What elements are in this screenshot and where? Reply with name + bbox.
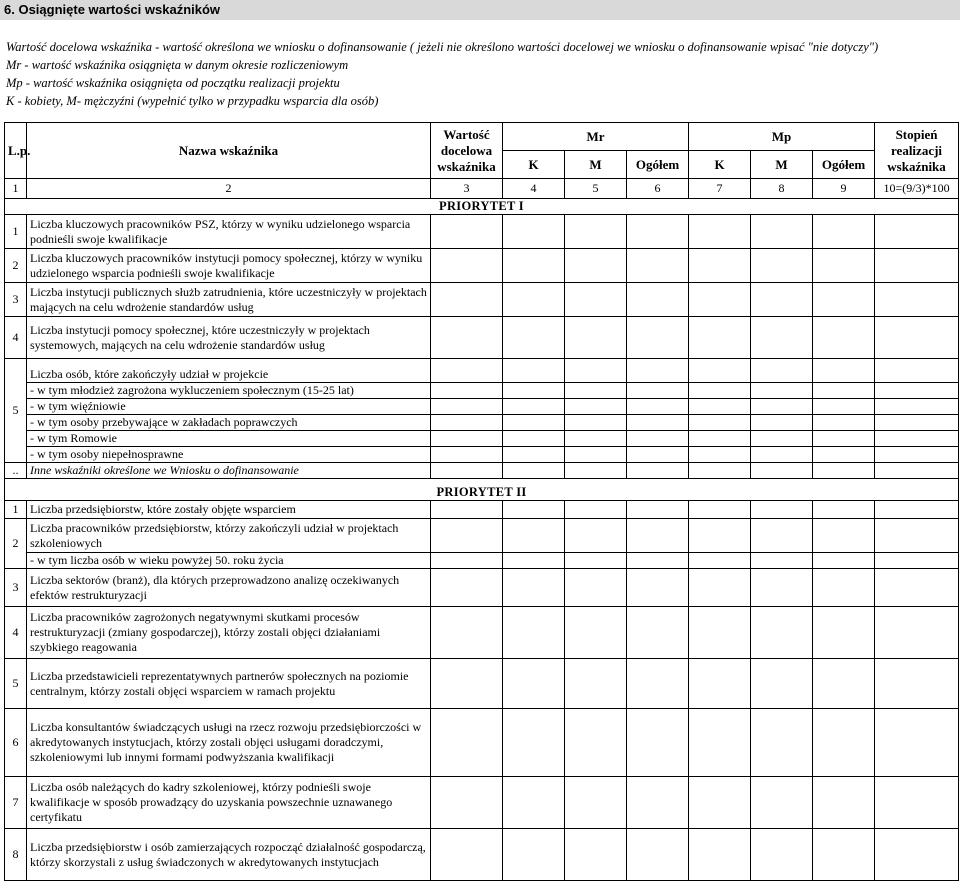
value-cell[interactable] <box>875 777 959 829</box>
col-number: 5 <box>565 179 627 199</box>
value-cell[interactable] <box>431 215 503 249</box>
value-cell[interactable] <box>875 415 959 431</box>
value-cell[interactable] <box>431 415 503 431</box>
value-cell[interactable] <box>565 463 627 479</box>
value-cell[interactable] <box>689 249 751 283</box>
value-cell[interactable] <box>503 359 565 383</box>
value-cell[interactable] <box>751 553 813 569</box>
value-cell[interactable] <box>751 283 813 317</box>
row-lp: 3 <box>5 283 27 317</box>
table-row <box>5 249 959 283</box>
indicator-name: Liczba konsultantów świadczących usługi na rzecz rozwoju przedsiębiorczości w akredytowanych instytucjach, którzy zostali objęci usługami doradczymi, szkoleniowymi lub innymi formami podwyższania kwalifikacji <box>27 709 431 777</box>
value-cell[interactable] <box>813 659 875 709</box>
value-cell[interactable] <box>627 383 689 399</box>
table-row <box>5 659 959 709</box>
table-row <box>5 383 959 399</box>
value-cell[interactable] <box>565 553 627 569</box>
value-cell[interactable] <box>503 383 565 399</box>
table-row <box>5 519 959 553</box>
value-cell[interactable] <box>689 659 751 709</box>
section-title: 6. Osiągnięte wartości wskaźników <box>0 0 960 20</box>
value-cell[interactable] <box>813 607 875 659</box>
header-name: Nazwa wskaźnika <box>27 123 431 179</box>
header-lp: L.p. <box>5 123 27 179</box>
value-cell[interactable] <box>565 447 627 463</box>
value-cell[interactable] <box>431 447 503 463</box>
row-lp: 4 <box>5 607 27 659</box>
indicator-name: Liczba kluczowych pracowników instytucji pomocy społecznej, którzy w wyniku udzielonego wsparcia podnieśli swoje kwalifikacje <box>27 249 431 283</box>
table-row <box>5 553 959 569</box>
indicator-name: Liczba przedsiębiorstw i osób zamierzających rozpocząć działalność gospodarczą, którzy skorzystali z usług świadczonych w akredytowanych instytucjach <box>27 829 431 881</box>
indicator-subitem: - w tym osoby przebywające w zakładach poprawczych <box>27 415 431 431</box>
value-cell[interactable] <box>627 777 689 829</box>
header-mp-total: Ogółem <box>813 151 875 179</box>
value-cell[interactable] <box>751 659 813 709</box>
col-number: 10=(9/3)*100 <box>875 179 959 199</box>
legend-line: Mr - wartość wskaźnika osiągnięta w danym okresie rozliczeniowym <box>6 58 349 72</box>
indicator-name: Liczba pracowników zagrożonych negatywnymi skutkami procesów restrukturyzacji (zmiany gospodarczej), którzy zostali objęci działaniami szybkiego reagowania <box>27 607 431 659</box>
indicator-name: Liczba przedsiębiorstw, które zostały objęte wsparciem <box>27 501 431 519</box>
value-cell[interactable] <box>875 383 959 399</box>
col-number: 8 <box>751 179 813 199</box>
legend-line: K - kobiety, M- mężczyźni (wypełnić tylko w przypadku wsparcia dla osób) <box>6 94 379 108</box>
header-mr-k: K <box>503 151 565 179</box>
row-lp: 6 <box>5 709 27 777</box>
value-cell[interactable] <box>751 431 813 447</box>
value-cell[interactable] <box>875 829 959 881</box>
value-cell[interactable] <box>431 249 503 283</box>
legend-line: Mp - wartość wskaźnika osiągnięta od początku realizacji projektu <box>6 76 340 90</box>
table-row <box>5 317 959 359</box>
table-row <box>5 463 959 479</box>
table-row <box>5 215 959 249</box>
legend <box>6 38 956 110</box>
indicator-name: Liczba instytucji publicznych służb zatrudnienia, które uczestniczyły w projektach mających na celu wdrożenie standardów usług <box>27 283 431 317</box>
value-cell[interactable] <box>689 777 751 829</box>
value-cell[interactable] <box>689 553 751 569</box>
value-cell[interactable] <box>751 829 813 881</box>
value-cell[interactable] <box>689 383 751 399</box>
row-lp: 8 <box>5 829 27 881</box>
value-cell[interactable] <box>565 359 627 383</box>
table-row <box>5 447 959 463</box>
indicators-table <box>4 122 959 881</box>
value-cell[interactable] <box>813 317 875 359</box>
indicator-name: Liczba osób, które zakończyły udział w projekcie <box>27 359 431 383</box>
value-cell[interactable] <box>751 607 813 659</box>
value-cell[interactable] <box>565 519 627 553</box>
value-cell[interactable] <box>689 215 751 249</box>
col-number: 9 <box>813 179 875 199</box>
value-cell[interactable] <box>875 569 959 607</box>
value-cell[interactable] <box>875 399 959 415</box>
value-cell[interactable] <box>565 283 627 317</box>
value-cell[interactable] <box>689 447 751 463</box>
value-cell[interactable] <box>689 415 751 431</box>
value-cell[interactable] <box>503 659 565 709</box>
value-cell[interactable] <box>689 399 751 415</box>
value-cell[interactable] <box>565 317 627 359</box>
value-cell[interactable] <box>565 215 627 249</box>
value-cell[interactable] <box>565 709 627 777</box>
value-cell[interactable] <box>875 283 959 317</box>
table-row <box>5 283 959 317</box>
table-row <box>5 431 959 447</box>
col-number: 1 <box>5 179 27 199</box>
value-cell[interactable] <box>503 709 565 777</box>
indicator-subitem: - w tym młodzież zagrożona wykluczeniem społecznym (15-25 lat) <box>27 383 431 399</box>
value-cell[interactable] <box>813 447 875 463</box>
indicator-subitem: - w tym osoby niepełnosprawne <box>27 447 431 463</box>
header-mr-total: Ogółem <box>627 151 689 179</box>
header-degree: Stopień realizacji wskaźnika <box>875 123 959 179</box>
value-cell[interactable] <box>565 415 627 431</box>
value-cell[interactable] <box>689 709 751 777</box>
value-cell[interactable] <box>627 463 689 479</box>
row-lp: 4 <box>5 317 27 359</box>
value-cell[interactable] <box>813 501 875 519</box>
value-cell[interactable] <box>627 399 689 415</box>
value-cell[interactable] <box>875 709 959 777</box>
row-lp: 2 <box>5 519 27 569</box>
value-cell[interactable] <box>813 463 875 479</box>
value-cell[interactable] <box>875 501 959 519</box>
value-cell[interactable] <box>627 317 689 359</box>
value-cell[interactable] <box>627 249 689 283</box>
value-cell[interactable] <box>503 519 565 553</box>
value-cell[interactable] <box>751 501 813 519</box>
table-row <box>5 569 959 607</box>
value-cell[interactable] <box>627 415 689 431</box>
value-cell[interactable] <box>431 431 503 447</box>
value-cell[interactable] <box>813 415 875 431</box>
value-cell[interactable] <box>503 399 565 415</box>
value-cell[interactable] <box>751 383 813 399</box>
value-cell[interactable] <box>813 431 875 447</box>
header-mr-m: M <box>565 151 627 179</box>
header-target: Wartość docelowa wskaźnika <box>431 123 503 179</box>
value-cell[interactable] <box>627 659 689 709</box>
value-cell[interactable] <box>431 399 503 415</box>
value-cell[interactable] <box>689 463 751 479</box>
value-cell[interactable] <box>627 283 689 317</box>
value-cell[interactable] <box>875 317 959 359</box>
value-cell[interactable] <box>689 501 751 519</box>
value-cell[interactable] <box>751 709 813 777</box>
indicator-subitem: - w tym więźniowie <box>27 399 431 415</box>
indicator-name: Liczba kluczowych pracowników PSZ, którzy w wyniku udzielonego wsparcia podnieśli swoje kwalifikacje <box>27 215 431 249</box>
value-cell[interactable] <box>813 569 875 607</box>
table-row <box>5 607 959 659</box>
header-mp-k: K <box>689 151 751 179</box>
value-cell[interactable] <box>813 399 875 415</box>
header-mr: Mr <box>503 123 689 151</box>
value-cell[interactable] <box>689 569 751 607</box>
value-cell[interactable] <box>875 431 959 447</box>
value-cell[interactable] <box>627 431 689 447</box>
value-cell[interactable] <box>503 215 565 249</box>
priority-label: PRIORYTET II <box>5 479 959 501</box>
value-cell[interactable] <box>689 829 751 881</box>
value-cell[interactable] <box>431 553 503 569</box>
value-cell[interactable] <box>751 399 813 415</box>
indicator-name: Liczba osób należących do kadry szkoleniowej, którzy podnieśli swoje kwalifikacje w sposób prowadzący do uzyskania powszechnie uznawanego certyfikatu <box>27 777 431 829</box>
value-cell[interactable] <box>431 709 503 777</box>
value-cell[interactable] <box>431 607 503 659</box>
value-cell[interactable] <box>503 553 565 569</box>
value-cell[interactable] <box>503 777 565 829</box>
value-cell[interactable] <box>431 777 503 829</box>
value-cell[interactable] <box>813 553 875 569</box>
value-cell[interactable] <box>431 383 503 399</box>
table-row <box>5 501 959 519</box>
value-cell[interactable] <box>431 829 503 881</box>
value-cell[interactable] <box>689 283 751 317</box>
value-cell[interactable] <box>689 607 751 659</box>
indicator-name: Liczba instytucji pomocy społecznej, które uczestniczyły w projektach systemowych, mających na celu wdrożenie standardów usług <box>27 317 431 359</box>
value-cell[interactable] <box>751 359 813 383</box>
value-cell[interactable] <box>565 501 627 519</box>
col-number: 4 <box>503 179 565 199</box>
row-lp: 1 <box>5 215 27 249</box>
value-cell[interactable] <box>565 829 627 881</box>
value-cell[interactable] <box>813 519 875 553</box>
value-cell[interactable] <box>627 501 689 519</box>
value-cell[interactable] <box>431 283 503 317</box>
col-number: 3 <box>431 179 503 199</box>
value-cell[interactable] <box>503 447 565 463</box>
indicator-name: Inne wskaźniki określone we Wniosku o dofinansowanie <box>27 463 431 479</box>
value-cell[interactable] <box>813 215 875 249</box>
value-cell[interactable] <box>503 283 565 317</box>
column-numbers-row <box>5 179 959 199</box>
row-lp: 3 <box>5 569 27 607</box>
value-cell[interactable] <box>627 447 689 463</box>
value-cell[interactable] <box>503 317 565 359</box>
value-cell[interactable] <box>431 463 503 479</box>
value-cell[interactable] <box>875 249 959 283</box>
value-cell[interactable] <box>565 249 627 283</box>
value-cell[interactable] <box>565 659 627 709</box>
value-cell[interactable] <box>627 569 689 607</box>
value-cell[interactable] <box>751 249 813 283</box>
value-cell[interactable] <box>431 519 503 553</box>
value-cell[interactable] <box>813 283 875 317</box>
indicator-name: Liczba pracowników przedsiębiorstw, którzy zakończyli udział w projektach szkoleniowych <box>27 519 431 553</box>
value-cell[interactable] <box>813 249 875 283</box>
row-lp: 2 <box>5 249 27 283</box>
value-cell[interactable] <box>751 447 813 463</box>
value-cell[interactable] <box>627 829 689 881</box>
value-cell[interactable] <box>689 317 751 359</box>
priority-row <box>5 199 959 215</box>
header-mp: Mp <box>689 123 875 151</box>
value-cell[interactable] <box>751 463 813 479</box>
value-cell[interactable] <box>565 383 627 399</box>
indicator-subitem: - w tym Romowie <box>27 431 431 447</box>
value-cell[interactable] <box>875 553 959 569</box>
value-cell[interactable] <box>565 607 627 659</box>
value-cell[interactable] <box>751 317 813 359</box>
value-cell[interactable] <box>503 249 565 283</box>
value-cell[interactable] <box>503 607 565 659</box>
value-cell[interactable] <box>565 569 627 607</box>
value-cell[interactable] <box>431 317 503 359</box>
row-lp: 1 <box>5 501 27 519</box>
value-cell[interactable] <box>565 399 627 415</box>
value-cell[interactable] <box>627 709 689 777</box>
value-cell[interactable] <box>813 359 875 383</box>
col-number: 6 <box>627 179 689 199</box>
table-row <box>5 829 959 881</box>
value-cell[interactable] <box>751 777 813 829</box>
header-mp-m: M <box>751 151 813 179</box>
value-cell[interactable] <box>813 709 875 777</box>
table-row <box>5 415 959 431</box>
value-cell[interactable] <box>503 569 565 607</box>
value-cell[interactable] <box>627 359 689 383</box>
table-row <box>5 709 959 777</box>
value-cell[interactable] <box>875 659 959 709</box>
value-cell[interactable] <box>751 519 813 553</box>
priority-label: PRIORYTET I <box>5 199 959 215</box>
row-lp: 5 <box>5 659 27 709</box>
value-cell[interactable] <box>875 463 959 479</box>
value-cell[interactable] <box>431 659 503 709</box>
value-cell[interactable] <box>627 215 689 249</box>
value-cell[interactable] <box>751 415 813 431</box>
value-cell[interactable] <box>627 553 689 569</box>
value-cell[interactable] <box>503 415 565 431</box>
value-cell[interactable] <box>627 519 689 553</box>
table-row <box>5 359 959 383</box>
indicator-subitem: - w tym liczba osób w wieku powyżej 50. roku życia <box>27 553 431 569</box>
value-cell[interactable] <box>751 569 813 607</box>
value-cell[interactable] <box>875 447 959 463</box>
row-lp: .. <box>5 463 27 479</box>
value-cell[interactable] <box>503 431 565 447</box>
value-cell[interactable] <box>813 383 875 399</box>
value-cell[interactable] <box>431 501 503 519</box>
value-cell[interactable] <box>813 829 875 881</box>
row-lp: 5 <box>5 359 27 463</box>
value-cell[interactable] <box>751 215 813 249</box>
indicator-name: Liczba sektorów (branż), dla których przeprowadzono analizę oczekiwanych efektów restrukturyzacji <box>27 569 431 607</box>
value-cell[interactable] <box>431 359 503 383</box>
value-cell[interactable] <box>875 359 959 383</box>
value-cell[interactable] <box>813 777 875 829</box>
row-lp: 7 <box>5 777 27 829</box>
legend-line: Wartość docelowa wskaźnika - wartość określona we wniosku o dofinansowanie ( jeżeli nie określono wartości docelowej we wniosku o dofinansowanie wpisać "nie dotyczy") <box>6 40 879 54</box>
value-cell[interactable] <box>875 215 959 249</box>
value-cell[interactable] <box>565 777 627 829</box>
value-cell[interactable] <box>431 569 503 607</box>
col-number: 7 <box>689 179 751 199</box>
indicator-name: Liczba przedstawicieli reprezentatywnych partnerów społecznych na poziomie centralnym, którzy zostali objęci wsparciem w ramach projektu <box>27 659 431 709</box>
col-number: 2 <box>27 179 431 199</box>
value-cell[interactable] <box>503 463 565 479</box>
priority-row <box>5 479 959 501</box>
value-cell[interactable] <box>627 607 689 659</box>
table-row <box>5 777 959 829</box>
value-cell[interactable] <box>689 431 751 447</box>
table-row <box>5 399 959 415</box>
value-cell[interactable] <box>503 829 565 881</box>
value-cell[interactable] <box>875 519 959 553</box>
value-cell[interactable] <box>875 607 959 659</box>
value-cell[interactable] <box>503 501 565 519</box>
value-cell[interactable] <box>565 431 627 447</box>
value-cell[interactable] <box>689 519 751 553</box>
value-cell[interactable] <box>689 359 751 383</box>
